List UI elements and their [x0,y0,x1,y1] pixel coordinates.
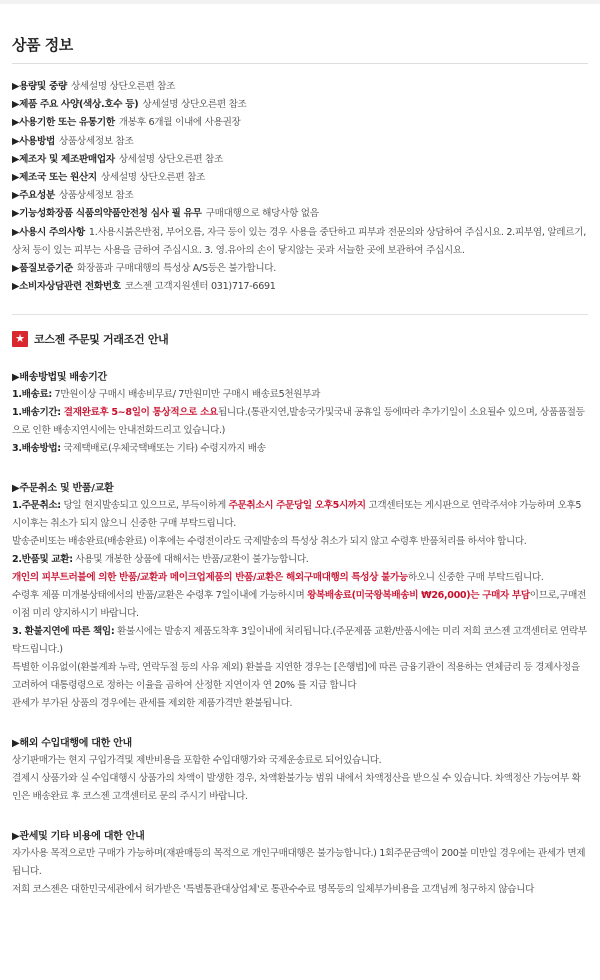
info-row [12,114,588,132]
info-value: 상품상세정보 참조 [58,190,134,202]
info-label: ▶주요성분 [12,190,55,202]
refund-delay [12,623,588,659]
shipping-fee [12,386,588,404]
shipping-fee-label: 1.배송료: [12,389,52,401]
info-label: ▶소비자상담관련 전화번호 [12,281,121,293]
notice-title: 코스젠 주문및 거래조건 안내 [34,333,169,347]
info-row [12,169,588,187]
import-price-note: 상기판매가는 현지 구입가격및 제반비용을 포함한 수입대행가와 국제운송료로 되어있습니다. [12,755,382,767]
cancel-order [12,497,588,533]
import-title: ▶해외 수입대행에 대한 안내 [12,738,132,750]
refund-delay-text: 환불시에는 발송지 제품도착후 3일이내에 처리됩니다.(주문제품 교환/반품시에는 미리 저희 코스젠 고객센터로 연락부탁드립니다.) [12,626,587,656]
refund-tax-note: 관세가 부가된 상품의 경우에는 관세를 제외한 제품가격만 환불됩니다. [12,698,293,710]
cancel-order-label: 1.주문취소: [12,500,61,512]
cancel-title: ▶주문취소 및 반품/교환 [12,483,114,495]
tax-title: ▶관세및 기타 비용에 대한 안내 [12,831,145,843]
info-label: ▶품질보증기준 [12,263,73,275]
info-row [12,260,588,278]
info-label: ▶제조국 또는 원산지 [12,172,97,184]
info-label: ▶용량및 중량 [12,81,67,92]
info-row [12,133,588,151]
info-value: 상세설명 상단오른편 참조 [142,99,247,111]
shipping-title: ▶배송방법및 배송기간 [12,372,107,384]
info-label: ▶기능성화장품 식품의약품안전청 심사 필 유무 [12,208,202,220]
return-restriction-text: 하오니 신중한 구매 부탁드립니다. [407,572,544,584]
notice-header [0,315,600,347]
cancel-order-highlight: 주문취소시 주문당일 오후5시까지 [228,500,366,512]
info-label: ▶사용방법 [12,135,55,147]
product-info-list [0,64,600,315]
shipping-section [0,347,600,458]
return-unopened-text-b: 이므로,구매전 이점 미리 양지하시기 바랍니다. [12,590,586,620]
refund-interest: 특별한 이유없이(환불계좌 누락, 연락두절 등의 사유 제외) 환불을 지연한 경우는 [은행법]에 따른 금융기관이 적용하는 연체금리 등 경제사정을 고려하여 대통령령으로 정하는 이율을 곱하여 산정한 지연이자 연 20% 를 지급 합니다 [12,662,580,692]
info-row [12,151,588,169]
import-settlement-note: 결제시 상품가와 실 수입대행시 상품가의 차액이 발생한 경우, 차액환불가능 범위 내에서 차액정산을 받으실 수 있습니다. 차액정산 가능여부 확인은 배송완료 후 코스젠 고객센터로 문의 주시기 바랍니다. [12,773,581,803]
info-value: 개봉후 6개월 이내에 사용권장 [118,117,241,129]
product-info-header [0,4,600,64]
info-value: 상세설명 상단오른편 참조 [118,153,223,165]
return-restriction-highlight: 개인의 피부트러블에 의한 반품/교환과 메이크업제품의 반품/교환은 해외구매대행의 특성상 불가능 [12,572,408,584]
return-fee-highlight: 왕복배송료(미국왕복배송비 ₩26,000)는 구매자 부담 [307,590,530,602]
info-value: 상세설명 상단오른편 참조 [100,172,206,184]
cancel-after-shipping: 발송준비또는 배송완료(배송완료) 이후에는 수령전이라도 국제발송의 특성상 취소가 되지 않고 수령후 반품처리를 하셔야 합니다. [12,536,527,548]
cancel-order-text-b: 고객센터또는 게시판으로 연락주셔야 가능하며 오후5시이후는 취소가 되지 않으니 신중한 구매 부탁드립니다. [12,500,582,530]
return-exchange-label: 2.반품및 교환: [12,554,73,566]
info-value: 상품상세정보 참조 [58,135,134,147]
info-value: 화장품과 구매대행의 특성상 A/S등은 불가합니다. [76,263,277,275]
info-value: 코스젠 고객지원센터 031)717-6691 [124,281,276,293]
shipping-period-text: 됩니다.(통관지연,발송국가및국내 공휴일 등에따라 추가기일이 소요될수 있으며, 상품품절등으로 인한 배송지연시에는 안내전화드리고 있습니다.) [12,407,585,437]
info-value: 구매대행으로 해당사항 없음 [205,208,319,220]
return-restriction [12,569,588,587]
return-exchange [12,551,588,569]
refund-delay-label: 3. 환불지연에 따른 책임: [12,626,115,638]
return-unopened-text-a: 수령후 제품 미개봉상태에서의 반품/교환은 수령후 7일이내에 가능하시며 [12,590,308,602]
shipping-period-label: 1.배송기간: [12,407,61,419]
info-row [12,278,588,296]
info-row-caution [12,224,588,260]
shipping-period-highlight: 결재완료후 5~8일이 통상적으로 소요 [60,407,218,419]
info-row [12,187,588,205]
star-icon: ★ [12,331,28,347]
shipping-method-label: 3.배송방법: [12,443,61,455]
return-unopened [12,587,588,623]
shipping-method-text: 국제택배로(우체국택배또는 기타) 수령지까지 배송 [60,443,266,455]
info-label: ▶제품 주요 사양(색상.호수 등) [12,99,139,111]
info-label: ▶사용기한 또는 유통기한 [12,117,115,129]
caution-label: ▶사용시 주의사항 [12,226,85,238]
info-row [12,78,588,96]
return-exchange-text: 사용및 개봉한 상품에 대해서는 반품/교환이 불가능합니다. [72,554,309,566]
import-section [0,713,600,806]
caution-value: 1.사용시붉은반점, 부어오름, 자극 등이 있는 경우 사용을 중단하고 피부과 전문의와 상담하여 주십시요. 2.피부염, 알레르기, 상처 등이 있는 피부는 사용을 금하여 주십시요. 3. 영.유아의 손이 닿지않는 곳과 서늘한 곳에 보관하여 주십시요. [12,226,586,256]
info-label: ▶제조자 및 제조판매업자 [12,153,115,165]
tax-clearance-note: 저희 코스젠은 대한민국세관에서 허가받은 '특별통관대상업체'로 통관수수료 명목등의 일체부가비용을 고객님께 청구하지 않습니다 [12,884,535,896]
info-value: 상세설명 상단오른편 참조 [70,81,176,92]
tax-exemption-note: 자가사용 목적으로만 구매가 가능하며(재판매등의 목적으로 개인구매대행은 불가능합니다.) 1회주문금액이 200불 미만일 경우에는 관세가 면제됩니다. [12,848,586,878]
tax-section [0,806,600,899]
cancel-order-text-a: 당일 현지발송되고 있으므로, 부득이하게 [60,500,229,512]
shipping-fee-text: 7만원이상 구매시 배송비무료/ 7만원미만 구매시 배송료5천원부과 [51,389,321,401]
info-row [12,96,588,114]
cancel-section [0,458,600,713]
product-info-title: 상품 정보 [12,36,73,54]
info-row [12,205,588,223]
shipping-period [12,404,588,440]
shipping-method [12,440,588,458]
